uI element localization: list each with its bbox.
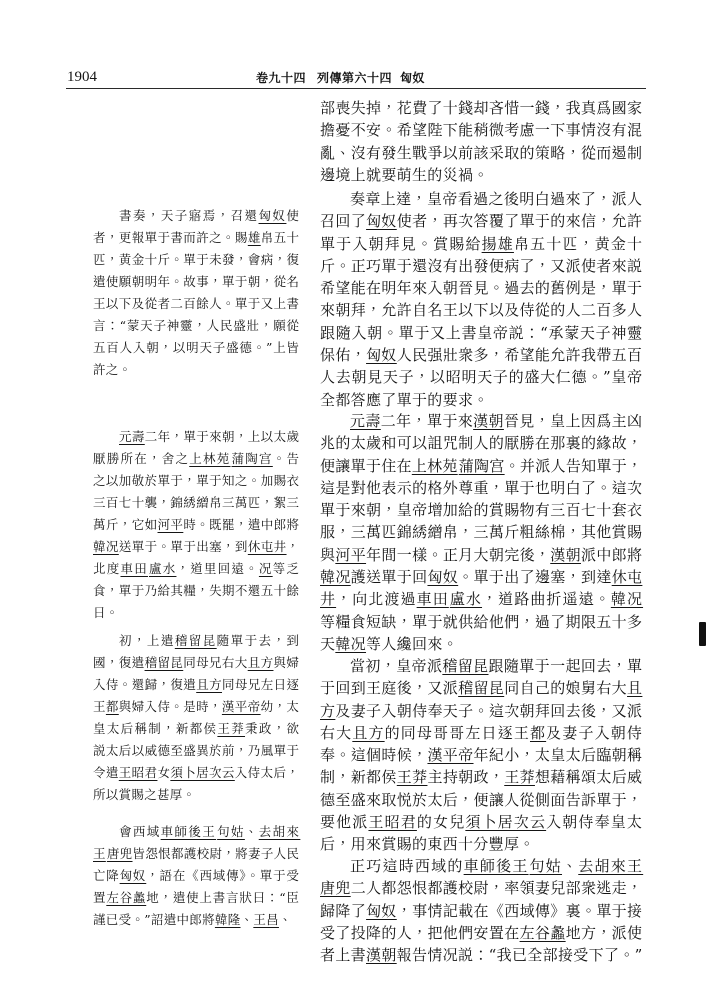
underlined-proper-name: 上林苑 — [189, 451, 231, 466]
text-segment: 斤。正巧單于還沒有出發便病了，又派使者來説 — [320, 256, 643, 275]
text-line — [93, 843, 299, 865]
text-line — [93, 602, 299, 624]
text-line — [320, 855, 642, 877]
paragraph — [93, 205, 299, 381]
text-line — [93, 293, 299, 315]
text-line — [93, 696, 299, 718]
underlined-proper-name: 雄 — [247, 230, 261, 245]
underlined-proper-name: 左谷蠡 — [519, 923, 566, 942]
underlined-proper-name: 漢朝 — [550, 545, 581, 564]
text-line — [320, 544, 642, 566]
text-segment: 三百七十襲，錦綉繒帛三萬匹，絮三 — [93, 495, 300, 510]
text-segment: 歸降了 — [320, 901, 367, 920]
underlined-proper-name: 漢朝 — [366, 946, 397, 965]
text-segment: 晉見，皇上因爲主凶 — [503, 412, 643, 430]
text-line — [93, 470, 299, 492]
paragraph — [320, 655, 642, 856]
underlined-proper-name: 休屯 — [611, 568, 643, 587]
underlined-proper-name: 井 — [320, 590, 337, 609]
underlined-proper-name: 揚雄 — [481, 234, 514, 253]
underlined-proper-name: 車田 — [416, 590, 449, 609]
text-segment: 想藉稱頌太后威 — [534, 768, 643, 787]
text-line — [320, 655, 642, 677]
underlined-proper-name: 盧水 — [449, 590, 483, 609]
paragraph — [320, 855, 642, 966]
text-line — [320, 922, 642, 944]
underlined-proper-name: 匈奴 — [258, 208, 287, 223]
underlined-proper-name: 句姑 — [529, 857, 563, 875]
underlined-proper-name: 都 — [105, 699, 119, 714]
text-segment: 報告情况説：“我已全部接受下了。” — [396, 946, 643, 965]
text-segment: 全都答應了單于的要求。 — [320, 390, 489, 409]
text-segment: 令遣 — [93, 765, 119, 780]
underlined-proper-name: 王莽 — [217, 721, 246, 736]
text-segment: 帛五十 — [260, 230, 300, 245]
underlined-proper-name: 元壽 — [119, 429, 145, 444]
underlined-proper-name: 蒲陶宫 — [458, 456, 505, 475]
text-segment: 等糧食短缺，單于就供給他們，過了期限五十多 — [320, 612, 643, 631]
text-segment: 制，新都侯 — [320, 768, 397, 787]
text-segment: 右大 — [320, 723, 353, 742]
text-segment: 所以賞賜之甚厚。 — [93, 787, 196, 802]
underlined-proper-name: 去胡來王 — [578, 857, 644, 875]
text-line — [93, 227, 299, 249]
text-segment: 時。既罷，遣中郎將 — [183, 517, 300, 532]
text-line — [93, 448, 299, 470]
text-line — [93, 359, 299, 381]
text-line — [93, 514, 299, 536]
text-segment: 便讓單于住在 — [320, 456, 412, 475]
underlined-proper-name: 休屯井 — [247, 539, 287, 554]
text-line — [320, 432, 642, 454]
text-line — [320, 633, 642, 655]
text-line — [320, 766, 642, 788]
text-line — [93, 630, 299, 652]
text-line — [93, 887, 299, 909]
text-segment: 者，更報單于書而許之。賜 — [93, 230, 248, 245]
text-line — [93, 271, 299, 293]
text-line — [320, 521, 642, 543]
text-segment: ，語在《西域傳》。單于受 — [146, 868, 300, 883]
underlined-proper-name: 河平 — [335, 545, 367, 564]
text-segment: ，道路曲折遥遠。 — [482, 590, 611, 609]
text-segment: 兆的太歲和可以詛咒制人的厭勝在那裏的緣故， — [320, 434, 643, 453]
text-segment: 、 — [278, 912, 292, 927]
underlined-proper-name: 漢平帝 — [221, 699, 261, 714]
underlined-proper-name: 漢平帝 — [427, 746, 474, 765]
text-line — [320, 700, 642, 722]
text-segment: 召回了 — [320, 212, 367, 231]
text-segment: 二人都怨恨都護校尉，率領妻兒部衆逃走， — [350, 879, 643, 898]
underlined-proper-name: 且方 — [247, 655, 274, 670]
underlined-proper-name: 稽留昆 — [442, 657, 489, 675]
text-segment: 萬斤，它如 — [93, 517, 158, 532]
text-segment: 單于來朝，皇帝增加給的賞賜物有三百七十套衣 — [320, 501, 643, 520]
text-segment: 受了投降的人，把他們安置在 — [320, 923, 520, 942]
text-line — [320, 900, 642, 922]
underlined-proper-name: 匈奴 — [427, 568, 459, 587]
underlined-proper-name: 王 — [93, 846, 106, 861]
underlined-proper-name: 稽留昆 — [174, 633, 217, 648]
text-line — [320, 366, 642, 388]
text-segment: 使者，再次答覆了單于的來信，允許 — [396, 212, 643, 231]
text-segment: 食，單于乃給其糧，失期不還五十餘 — [93, 583, 300, 598]
scan-edge-mark — [699, 622, 706, 646]
text-segment: 服，三萬匹錦綉繒帛，三萬斤粗絲棉，其他賞賜 — [320, 523, 643, 542]
underlined-proper-name: 王莽 — [396, 768, 428, 787]
text-segment: 北度 — [93, 561, 121, 576]
page-number: 1904 — [67, 69, 97, 85]
text-line — [320, 164, 642, 186]
text-line — [320, 344, 642, 366]
text-line — [320, 210, 642, 232]
text-segment: 入侍。還歸，復遣 — [93, 677, 197, 692]
text-segment: 人民强壯衆多，希望能允許我帶五百 — [396, 346, 643, 365]
text-segment: 主持朝政， — [427, 768, 505, 787]
text-line — [320, 277, 642, 299]
text-segment: ， — [286, 539, 300, 554]
text-line — [93, 558, 299, 580]
text-line — [93, 315, 299, 337]
text-segment: 天 — [320, 634, 336, 653]
text-line — [93, 426, 299, 448]
text-line — [320, 789, 642, 811]
underlined-proper-name: 韓隆 — [214, 912, 241, 927]
text-line — [320, 811, 642, 833]
text-segment: 的同母哥哥左日逐王 — [384, 723, 530, 742]
text-segment: 書奏，天子寤焉，召還 — [119, 208, 259, 223]
text-segment: ，向北渡過 — [336, 590, 417, 609]
text-line — [93, 580, 299, 602]
text-line — [93, 205, 299, 227]
text-segment: 年間一樣。正月大朝完後， — [366, 545, 551, 564]
running-title-section: 列傳第六十四 — [317, 71, 393, 85]
text-line — [320, 119, 642, 141]
text-segment: 護送單于回 — [350, 568, 428, 587]
paragraph — [93, 426, 299, 624]
text-segment: 與婦入侍。是時， — [118, 699, 222, 714]
text-segment: 及妻子入朝侍 — [546, 723, 644, 742]
text-line — [320, 744, 642, 766]
paragraph — [93, 630, 299, 806]
text-segment: 言：“蒙天子神靈，人民盛壯，願從 — [93, 318, 300, 333]
text-segment: 的女兒 — [416, 813, 466, 832]
text-segment: 擔憂不安。希望陛下能稍微考慮一下事情沒有混 — [320, 121, 643, 140]
text-segment: 正巧這時西域的 — [350, 857, 464, 875]
text-segment: 入侍太后， — [234, 765, 300, 780]
text-segment: 希望能在明年來入朝晉見。過去的舊例是，單于 — [320, 279, 643, 298]
text-segment: 德至盛來取悦於太后，便讓人從側面告訴單于， — [320, 790, 643, 809]
text-segment: 奉。這個時候， — [320, 746, 428, 765]
text-segment: 厭勝所在，舍之 — [93, 451, 190, 466]
text-segment: 、 — [240, 912, 254, 927]
text-line — [320, 188, 642, 210]
text-line — [93, 652, 299, 674]
underlined-proper-name: 都 — [529, 723, 547, 742]
text-line — [320, 833, 642, 855]
text-segment: 這是對他表示的格外尊重，單于也明白了。這次 — [320, 478, 643, 497]
text-segment: 置 — [93, 890, 107, 905]
text-segment: 跟隨入朝。單于又上書皇帝説：“承蒙天子神靈 — [320, 323, 643, 342]
text-line — [320, 611, 642, 633]
text-segment: 部喪失掉，花費了十錢却吝惜一錢，我真爲國家 — [320, 99, 643, 117]
underlined-proper-name: 且方 — [352, 723, 385, 742]
text-segment: 送單于。單于出塞，到 — [118, 539, 248, 554]
text-segment: 之以加敬於單于，單于知之。加賜衣 — [93, 473, 300, 488]
text-line — [320, 322, 642, 344]
text-segment: 謹已受。”詔遣中郎將 — [93, 912, 215, 927]
text-segment: 皆怨恨都護校尉，將妻子人民 — [132, 846, 300, 861]
text-segment: 使 — [286, 208, 301, 223]
text-line — [320, 299, 642, 321]
text-segment: 匹，黄金十斤。單于未發，會病，復 — [93, 252, 300, 267]
underlined-proper-name: 左谷蠡 — [106, 890, 147, 905]
underlined-proper-name: 韓况 — [610, 590, 644, 609]
running-title-chapter: 匈奴 — [400, 71, 426, 85]
text-segment: 。單于出了邊塞，到達 — [458, 568, 612, 587]
text-line — [93, 784, 299, 806]
text-line — [320, 499, 642, 521]
paragraph — [320, 97, 642, 186]
text-line — [93, 337, 299, 359]
text-line — [93, 762, 299, 784]
text-line — [320, 477, 642, 499]
text-line — [93, 909, 299, 931]
text-segment: 后，用來賞賜的東西十分豐厚。 — [320, 835, 535, 854]
text-segment: 皇太后稱制，新都侯 — [93, 721, 218, 736]
text-segment: 跟隨單于一起回去，單 — [488, 657, 643, 675]
text-line — [93, 740, 299, 762]
text-segment: 許之。 — [93, 362, 132, 377]
text-line — [320, 566, 642, 588]
text-segment: 五百人入朝，以明天子盛德。”上皆 — [93, 340, 300, 355]
text-segment: 王以下及從者二百餘人。單于又上書 — [93, 296, 300, 311]
underlined-proper-name: 且方 — [196, 677, 223, 692]
underlined-proper-name: 去胡來 — [258, 824, 301, 839]
text-line — [93, 865, 299, 887]
text-segment: 日。 — [93, 605, 119, 620]
text-line — [320, 233, 642, 255]
underlined-proper-name: 王昭君 — [368, 813, 417, 832]
underlined-proper-name: 須卜居次云 — [465, 813, 547, 832]
text-segment: 與婦 — [273, 655, 300, 670]
text-segment: 秉政，欲 — [245, 721, 301, 736]
text-line — [93, 492, 299, 514]
text-line — [320, 877, 642, 899]
text-line — [320, 389, 642, 411]
underlined-proper-name: 稽留昆 — [144, 655, 184, 670]
text-segment: 同自己的娘舅右大 — [504, 679, 628, 698]
text-line — [320, 410, 642, 432]
text-segment: 者上書 — [320, 946, 366, 965]
text-segment: 、 — [244, 824, 259, 839]
paragraph — [320, 410, 642, 655]
underlined-proper-name: 韓况 — [335, 634, 367, 653]
text-segment: 等人纔回來。 — [366, 634, 458, 653]
text-segment: 二年，單于來 — [380, 412, 474, 430]
text-segment: 同母兄左日逐 — [222, 677, 300, 692]
text-segment: 等乏 — [272, 561, 301, 576]
text-segment: 二年，單于來朝，上以太歲 — [144, 429, 300, 444]
underlined-proper-name: 匈奴 — [366, 901, 397, 920]
text-line — [320, 944, 642, 966]
text-segment: 單于入朝拜見。賞賜給 — [320, 234, 482, 253]
text-segment: 國，復遣 — [93, 655, 145, 670]
underlined-proper-name: 漢朝 — [473, 412, 504, 430]
text-segment: 、 — [562, 857, 579, 875]
underlined-proper-name: 句姑 — [217, 824, 245, 839]
text-line — [93, 536, 299, 558]
underlined-proper-name: 車師後王 — [160, 824, 217, 839]
text-segment: 奏章上達，皇帝看過之後明白過來了，派人 — [350, 190, 643, 208]
underlined-proper-name: 元壽 — [350, 412, 381, 430]
text-segment: 地，遣使上書言狀曰：“臣 — [146, 890, 300, 905]
text-segment: 幼，太 — [260, 699, 300, 714]
text-segment: 帛五十匹，黄金十 — [513, 234, 644, 253]
text-segment: 年紀小，太皇太后臨朝稱 — [473, 746, 643, 765]
underlined-proper-name: 韓况 — [320, 568, 351, 587]
underlined-proper-name: 韓况 — [93, 539, 119, 554]
text-line — [93, 718, 299, 740]
text-line — [320, 142, 642, 164]
underlined-proper-name: 須卜居次云 — [170, 765, 235, 780]
underlined-proper-name: 盧水 — [148, 561, 177, 576]
running-title-volume: 卷九十四 — [256, 71, 307, 85]
text-line — [320, 97, 642, 119]
paragraph — [320, 188, 642, 411]
text-segment: 亡降 — [93, 868, 120, 883]
text-segment: 派中郎將 — [580, 545, 643, 564]
text-segment: 及妻子入朝侍奉天子。這次朝拜回去後，又派 — [335, 701, 643, 720]
text-segment: ，事情記載在《西域傳》裏。單于接 — [396, 901, 643, 920]
text-line — [93, 249, 299, 271]
underlined-proper-name: 車師後王 — [463, 857, 529, 875]
text-line — [320, 255, 642, 277]
text-segment: 遣使願朝明年。故事，單于朝，從名 — [93, 274, 300, 289]
underlined-proper-name: 王昭君 — [118, 765, 158, 780]
text-segment: 要他派 — [320, 813, 369, 832]
underlined-proper-name: 唐兜 — [320, 879, 351, 898]
underlined-proper-name: 河平 — [157, 517, 184, 532]
underlined-proper-name: 匈奴 — [366, 212, 397, 231]
text-line — [93, 821, 299, 843]
underlined-proper-name: 王莽 — [504, 768, 535, 787]
text-segment: 與 — [320, 545, 336, 564]
underlined-proper-name: 蒲陶宫 — [231, 451, 273, 466]
text-line — [320, 677, 642, 699]
underlined-proper-name: 况 — [258, 561, 273, 576]
header-rule — [66, 88, 646, 89]
underlined-proper-name: 上林苑 — [411, 456, 458, 475]
text-segment: 于回到王庭後，又派 — [320, 679, 459, 698]
text-segment: 。告 — [272, 451, 301, 466]
text-segment: 保佑， — [320, 346, 367, 365]
text-segment: ，道里回遠。 — [176, 561, 259, 576]
text-segment: 邊境上就要萌生的災禍。 — [320, 165, 489, 184]
underlined-proper-name: 方 — [320, 701, 336, 720]
text-segment: 當初，皇帝派 — [350, 657, 443, 675]
text-segment: 女 — [157, 765, 171, 780]
text-segment: 人去朝見天子，以昭明天子的盛大仁德。”皇帝 — [320, 368, 643, 387]
text-segment: 。并派人告知單于， — [504, 456, 643, 475]
text-segment: 來朝拜，允許自名王以下以及侍從的人二百多人 — [320, 301, 643, 320]
text-segment: 初，上遣 — [119, 633, 175, 648]
underlined-proper-name: 車田 — [120, 561, 148, 576]
text-line — [320, 722, 642, 744]
paragraph — [93, 821, 299, 931]
underlined-proper-name: 匈奴 — [119, 868, 147, 883]
text-segment: 入朝侍奉皇太 — [546, 813, 644, 832]
text-line — [320, 588, 642, 610]
text-segment: 同母兄右大 — [183, 655, 248, 670]
underlined-proper-name: 王昌 — [253, 912, 279, 927]
text-line — [320, 455, 642, 477]
text-segment: 亂、沒有發生戰爭以前該采取的策略，從而遏制 — [320, 143, 643, 162]
text-line — [93, 674, 299, 696]
text-segment: 王 — [93, 699, 106, 714]
underlined-proper-name: 唐兜 — [106, 846, 133, 861]
underlined-proper-name: 匈奴 — [366, 346, 397, 365]
text-segment: 會西域 — [119, 824, 161, 839]
underlined-proper-name: 且 — [627, 679, 643, 698]
text-segment: 説太后以威德至盛異於前，乃風單于 — [93, 743, 300, 758]
underlined-proper-name: 稽留昆 — [458, 679, 505, 698]
text-segment: 隨單于去，到 — [216, 633, 301, 648]
text-segment: 地方，派使 — [565, 923, 643, 942]
